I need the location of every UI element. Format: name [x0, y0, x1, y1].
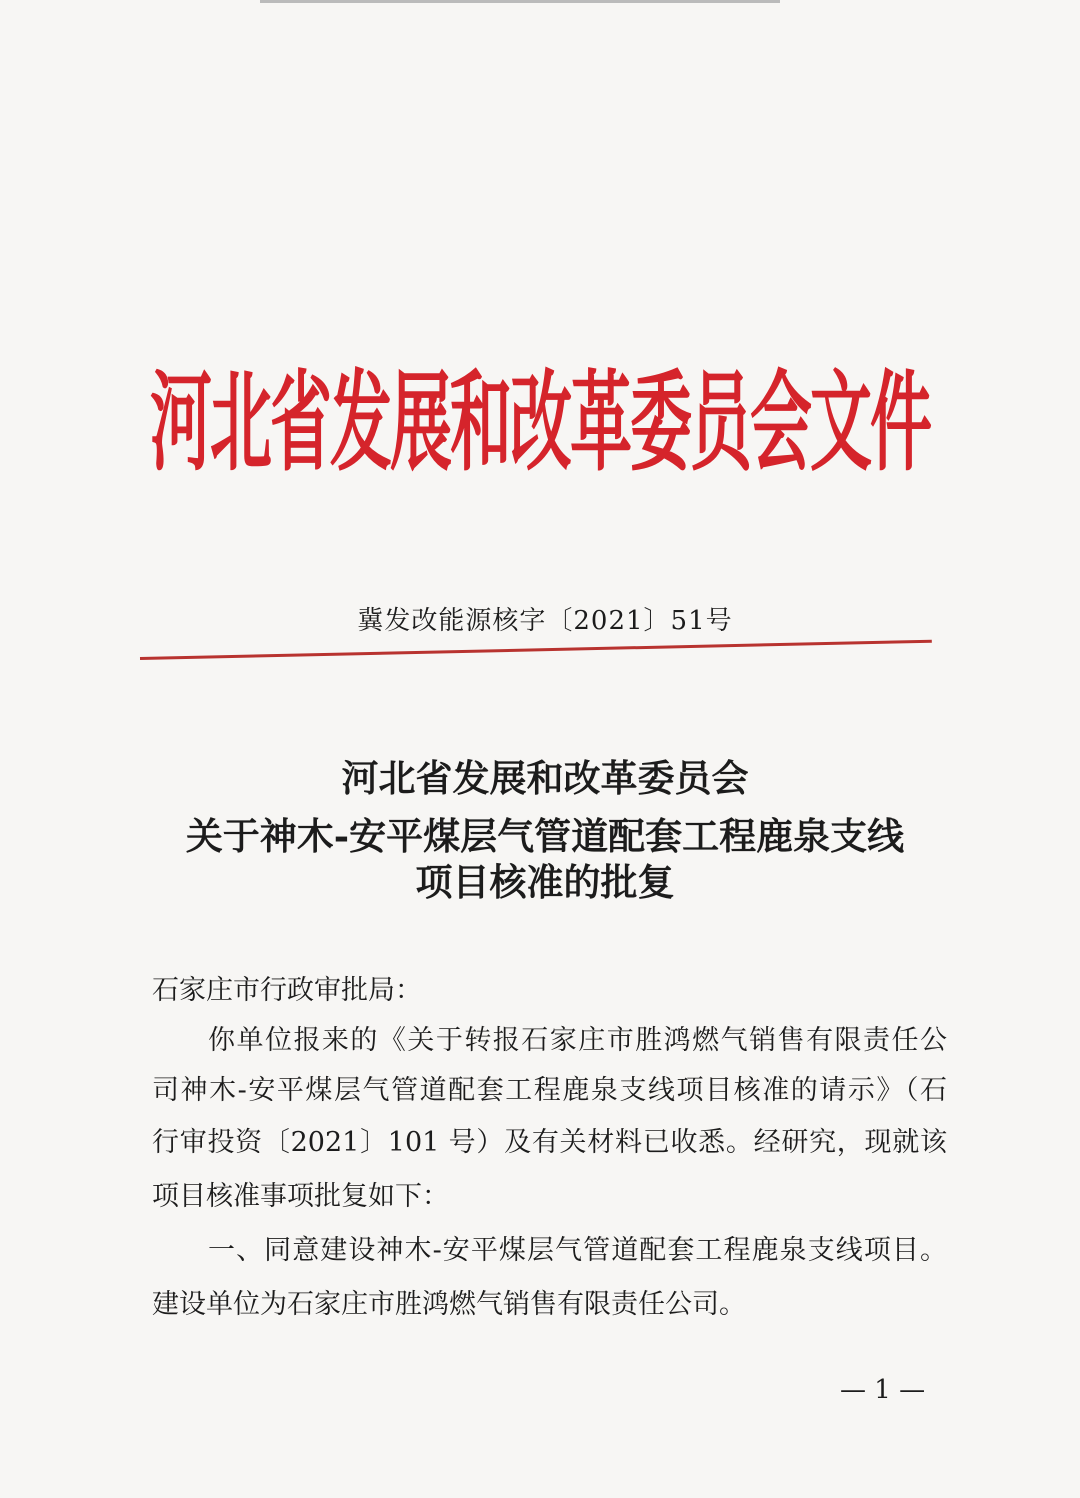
red-divider	[140, 640, 932, 660]
body-line: 行审投资〔2021〕101 号）及有关材料已收悉。经研究，现就该	[152, 1127, 947, 1158]
document-header: 河北省发展和改革委员会文件	[150, 358, 931, 486]
title-line-1: 河北省发展和改革委员会	[341, 756, 749, 800]
page-number: — 1 —	[840, 1375, 926, 1405]
body-line: 项目核准事项批复如下：	[152, 1181, 449, 1212]
title-line-3: 项目核准的批复	[415, 860, 675, 904]
document-number: 冀发改能源核字〔2021〕51号	[357, 606, 733, 636]
body-line: 司神木-安平煤层气管道配套工程鹿泉支线项目核准的请示》（石	[152, 1075, 947, 1106]
recipient: 石家庄市行政审批局：	[152, 975, 422, 1006]
page-edge-shadow	[260, 0, 780, 3]
title-line-2: 关于神木-安平煤层气管道配套工程鹿泉支线	[185, 814, 905, 858]
body-line: 建设单位为石家庄市胜鸿燃气销售有限责任公司。	[152, 1289, 746, 1320]
body-line: 一、同意建设神木-安平煤层气管道配套工程鹿泉支线项目。	[208, 1235, 947, 1266]
body-line: 你单位报来的《关于转报石家庄市胜鸿燃气销售有限责任公	[208, 1025, 947, 1056]
